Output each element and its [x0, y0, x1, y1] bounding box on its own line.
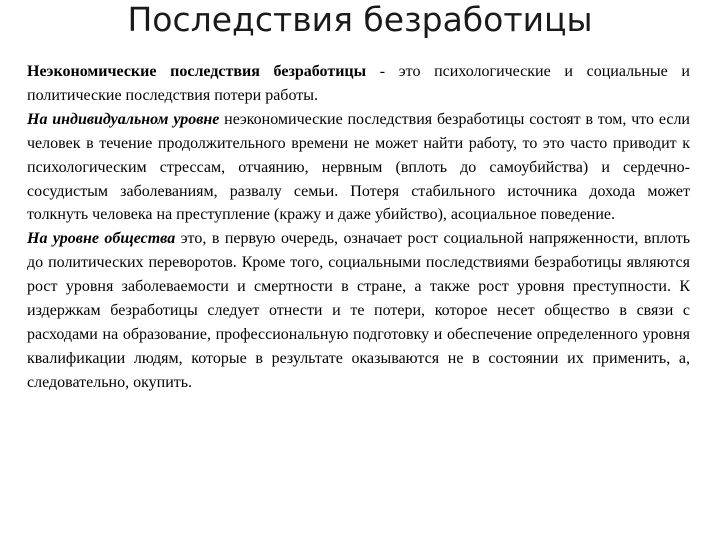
paragraph-society-level: [27, 227, 690, 394]
paragraph-definition: [27, 60, 690, 108]
paragraph-definition-lead: Неэкономические последствия безработицы: [27, 63, 367, 80]
paragraph-individual-level: [27, 108, 690, 228]
paragraph-definition-text: - это психологические и социальные и политические последствия потери работы.: [27, 63, 690, 104]
slide-body: [27, 60, 690, 395]
paragraph-society-level-text: это, в первую очередь, означает рост социальной напряженности, вплоть до политических переворотов. Кроме того, социальными последствиями безработицы являются рост уровня заболеваемости и смертности в стране, а также рост уровня преступности. К издержкам безработицы следует отнести и те потери, которое несет общество в связи с расходами на образование, профессиональную подготовку и обеспечение определенного уровня квалификации людям, которые в результате оказываются не в состоянии их применить, а, следовательно, окупить.: [27, 230, 690, 391]
paragraph-society-level-lead: На уровне общества: [27, 230, 176, 248]
paragraph-individual-level-lead: На индивидуальном уровне: [27, 110, 220, 128]
slide-title: Последствия безработицы: [127, 0, 593, 39]
paragraph-individual-level-text: неэкономические последствия безработицы состоят в том, что если человек в течение продолжительного времени не может найти работу, то это часто приводит к психологическим стрессам, отчаянию, нервным (вплоть до самоубийства) и сердечно-сосудистым заболеваниям, развалу семьи. Потеря стабильного источника дохода может толкнуть человека на преступление (кражу и даже убийство), асоциальное поведение.: [27, 110, 690, 224]
